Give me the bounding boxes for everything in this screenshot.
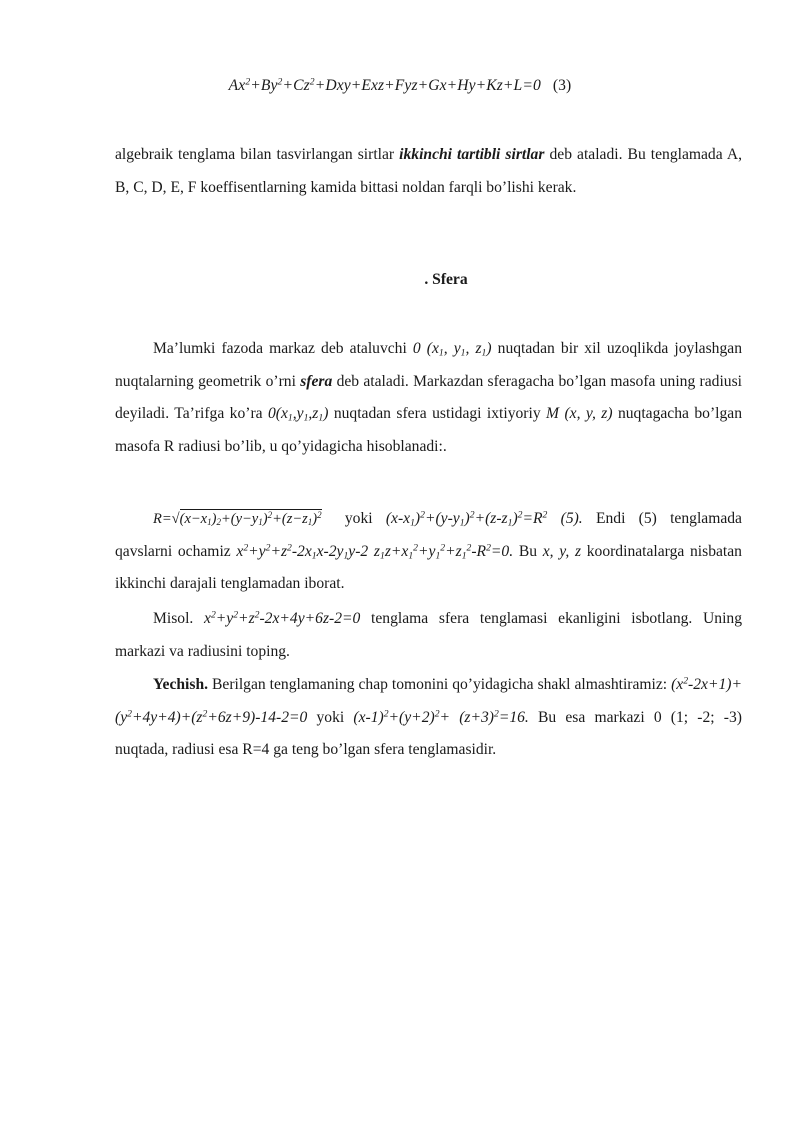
paragraph-example: Misol. $x^2+y^2+z^2-2x+4y+6z-2=0$ tenglama sfera tenglamasi ekanligini isbotlang. Uning markazi va radiusini toping. — [115, 609, 742, 660]
equation-3-number: (3) — [552, 77, 572, 94]
paragraph-second-order-surfaces: algebraik tenglama bilan tasvirlangan sirtlar ikkinchi tartibli sirtlar deb ataladi. Bu tenglamada A, B, C, D, E, F koeffisentlarning kamida bittasi noldan farqli bo’lishi kerak. — [115, 146, 742, 196]
term-sfera: sfera — [300, 372, 333, 390]
term-second-order-surfaces: ikkinchi tartibli sirtlar — [399, 146, 545, 163]
paragraph-sphere-equation: $R=√(x-x_1)_2+(y-y_1)^2+(z-z_1)^2$ yoki $(x-x_1)^2+(y-y_1)^2+(z-z_1)^2=R^2$ (5). Endi (5) tenglamada qavslarni ochamiz $x^2+y^2+z^2-2x_1x-2y_1y-2$ $z_1z+x_1^2+y_1^2+z_1^2-R^2=0$. Bu x, y, z koordinatalarga nisbatan ikkinchi darajali tenglamadan iborat. — [115, 509, 742, 592]
example-label: Misol. — [153, 610, 194, 627]
paragraph-sphere-definition: Ma’lumki fazoda markaz deb ataluvchi 0 ($x_1$, $y_1$, $z_1$) nuqtadan bir xil uzoqlikda joylashgan nuqtalarning geometrik o’rni sfera deb ataladi. Markazdan sferagacha bo’lgan masofa uning radiusi deyiladi. Ta’rifga ko’ra $0(x_1,y_1,z_1)$ nuqtadan sfera ustidagi ixtiyoriy M (x, y, z) nuqtagacha bo’lgan masofa R radiusi bo’lib, u qo’yidagicha hisoblanadi:. — [115, 340, 743, 455]
equation-5: $(x-x_1)^2+(y-y_1)^2+(z-z_1)^2=R^2$ (5). — [385, 509, 583, 529]
equation-3 — [0, 77, 800, 95]
example-equation: $x^2+y^2+z^2-2x+4y+6z-2=0$ — [204, 609, 361, 627]
paragraph-solution: Yechish. Berilgan tenglamaning chap tomonini qo’yidagicha shakl almashtiramiz: $(x^2-2x+1)+(y^2+4y+4)+(z^2+6z+9)-14-2=0$ yoki $(x-1)^2+(y+2)^2+ (z+3)^2=16$. Bu esa markazi 0 (1; -2; -3) nuqtada, radiusi esa R=4 ga teng bo’lgan sfera tenglamasidir. — [115, 675, 742, 758]
section-heading: . Sfera — [424, 271, 468, 288]
radius-formula: $R=√(x-x_1)_2+(y-y_1)^2+(z-z_1)^2$ — [153, 510, 322, 528]
expanded-equation: $x^2+y^2+z^2-2x_1x-2y_1y-2$ $z_1z+x_1^2+y_1^2+z_1^2-R^2=0$. — [236, 542, 514, 561]
equation-3-body: $Ax^2+By^2+Cz^2+Dxy+Exz+Fyz+Gx+Hy+Kz+L=0$ — [228, 76, 541, 94]
solution-label: Yechish. — [153, 676, 209, 693]
solution-equation-1: $(x^2-2x+1)+(y^2+4y+4)+(z^2+6z+9)-14-2=0$ — [115, 675, 742, 726]
solution-equation-2: $(x-1)^2+(y+2)^2+ (z+3)^2=16$. — [353, 708, 529, 726]
